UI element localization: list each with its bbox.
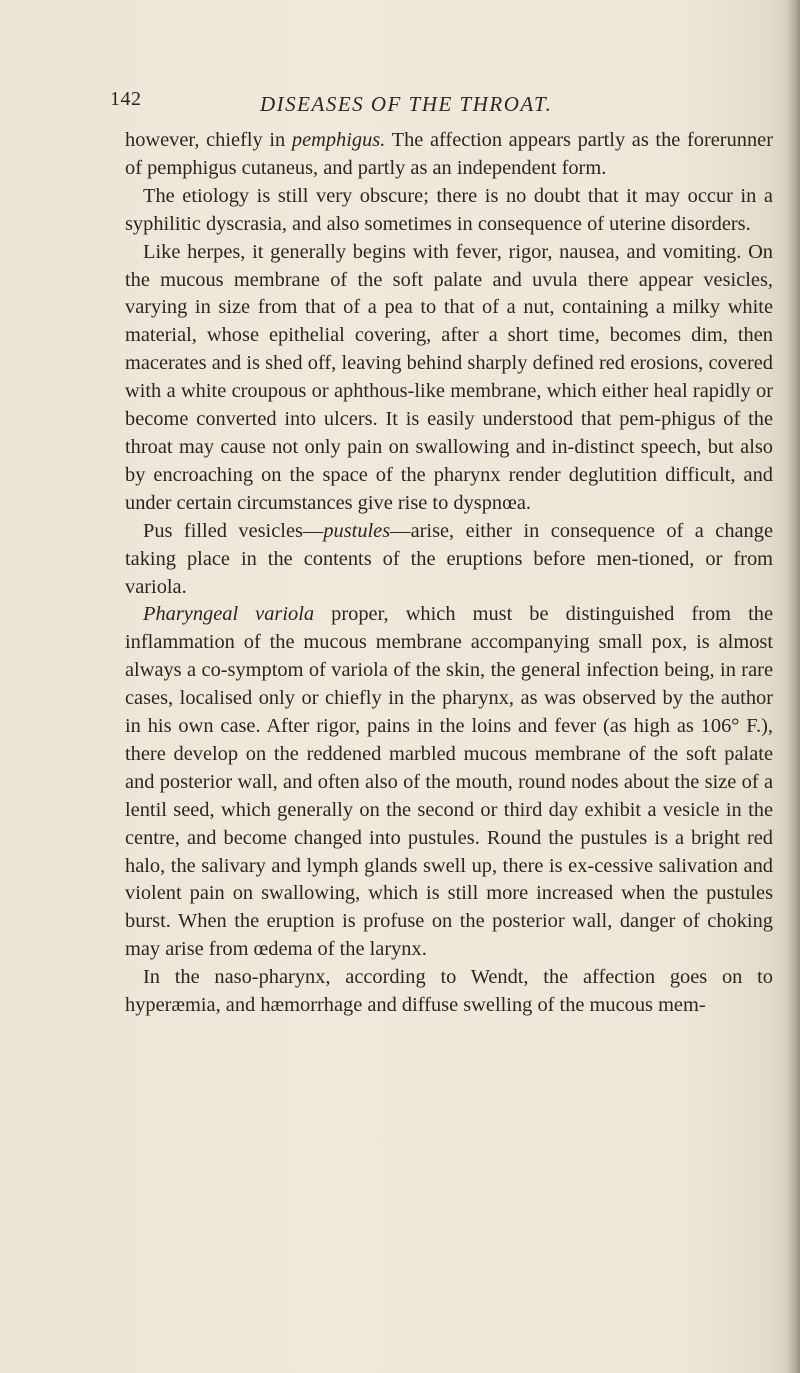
text-run: In the naso-pharynx, according to Wendt, the affection goes on to hyperæmia, and hæmorrhage and diffuse swelling of the mucous mem- bbox=[125, 966, 773, 1017]
text-run: Like herpes, it generally begins with fever, rigor, nausea, and vomiting. On the mucous membrane of the soft palate and uvula there appear vesicles, varying in size from that of a pea to that of a nut, containing a milky white material, whose epithelial covering, after a short time, becomes dim, then macerates and is shed off, leaving behind sharply defined red erosions, covered with a white croupous or aphthous-like membrane, which either heal rapidly or become converted into ulcers. It is easily understood that pem-phigus of the throat may cause not only pain on swallowing and in-distinct speech, but also by encroaching on the space of the pharynx render deglutition difficult, and under certain circumstances give rise to dyspnœa. bbox=[125, 240, 773, 514]
text-run: The etiology is still very obscure; there is no doubt that it may occur in a syphilitic dyscrasia, and also sometimes in consequence of uterine disorders. bbox=[125, 184, 773, 235]
italic-term-pemphigus: pemphigus. bbox=[291, 129, 386, 151]
italic-term-pharyngeal-variola: Pharyngeal variola bbox=[143, 603, 315, 626]
paragraph-etiology bbox=[125, 183, 773, 239]
paragraph-pharyngeal-variola bbox=[125, 601, 773, 964]
text-run: Pus filled vesicles— bbox=[143, 519, 324, 542]
paragraph-pustules bbox=[125, 518, 773, 602]
page-number: 142 bbox=[110, 88, 142, 110]
text-run: proper, which must be distinguished from the inflammation of the mucous membrane accompanying small pox, is almost always a co-symptom of variola of the skin, the general infection being, in rare cases, localised only or chiefly in the pharynx, as was observed by the author in his own case. After rigor, pains in the loins and fever (as high as 106° F.), there develop on the reddened marbled mucous membrane of the soft palate and posterior wall, and often also of the mouth, round nodes about the size of a lentil seed, which generally on the second or third day exhibit a vesicle in the centre, and become changed into pustules. Round the pustules is a bright red halo, the salivary and lymph glands swell up, there is ex-cessive salivation and violent pain on swallowing, which is still more increased when the pustules burst. When the eruption is profuse on the posterior wall, danger of choking may arise from œdema of the larynx. bbox=[125, 603, 773, 961]
paragraph-naso-pharynx bbox=[125, 964, 773, 1020]
italic-term-pustules: pustules bbox=[323, 519, 391, 542]
paragraph-pemphigus-intro bbox=[125, 127, 773, 183]
page-header bbox=[0, 86, 800, 120]
running-title: DISEASES OF THE THROAT. bbox=[260, 92, 553, 116]
text-run: The affection appears partly as the forerunner of pemphigus cutaneus, and partly as an independent form. bbox=[125, 129, 774, 179]
text-run: —arise, either in consequence of a change taking place in the contents of the eruptions before men-tioned, or from variola. bbox=[125, 519, 774, 598]
page-edge-shadow bbox=[786, 0, 800, 1373]
text-run: however, chiefly in bbox=[125, 129, 292, 151]
body-text bbox=[125, 127, 773, 1020]
paragraph-symptoms bbox=[125, 239, 773, 518]
